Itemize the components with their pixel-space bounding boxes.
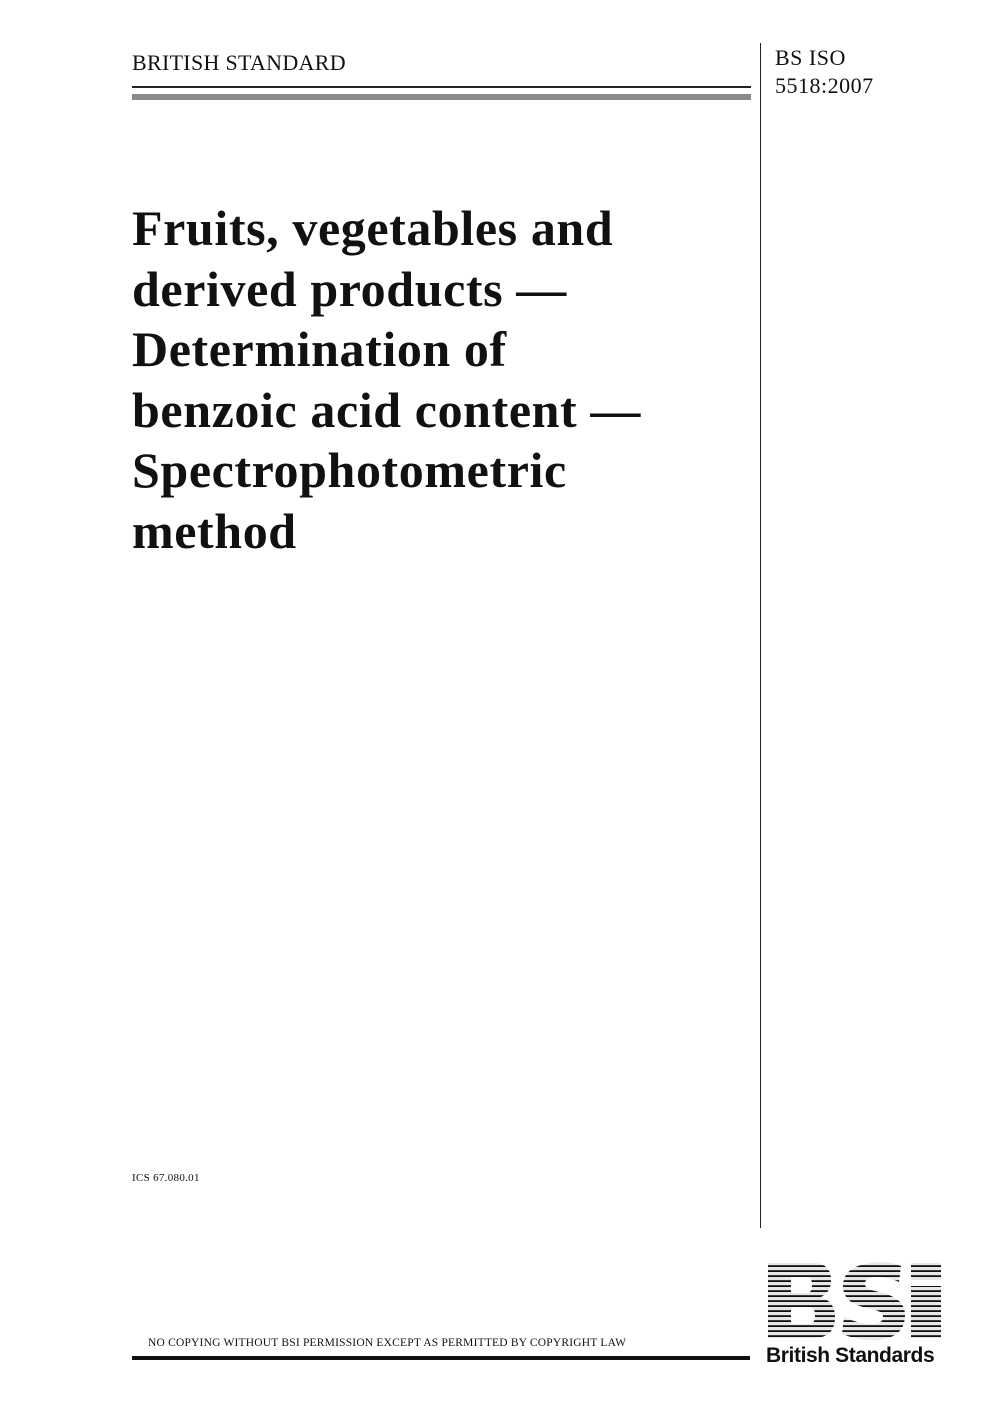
footer-rule	[132, 1356, 750, 1360]
title-line: method	[132, 502, 297, 559]
ics-code: ICS 67.080.01	[132, 1172, 200, 1184]
standard-number	[775, 44, 874, 100]
title-line: Fruits, vegetables and	[132, 200, 614, 256]
title-line: Determination of	[132, 321, 507, 377]
document-type-label: BRITISH STANDARD	[132, 50, 346, 75]
bsi-logo-caption: British Standards	[766, 1344, 935, 1367]
column-divider	[760, 43, 761, 1228]
header-rule-thin	[132, 86, 751, 88]
document-title	[132, 198, 757, 561]
title-line: derived products —	[132, 260, 567, 317]
standard-number-line1: BS ISO	[775, 45, 846, 70]
standard-number-line2: 5518:2007	[775, 73, 874, 98]
copyright-notice: NO COPYING WITHOUT BSI PERMISSION EXCEPT AS PERMITTED BY COPYRIGHT LAW	[148, 1337, 627, 1349]
title-line: Spectrophotometric	[132, 442, 567, 498]
title-line: benzoic acid content —	[132, 381, 641, 438]
header-rule-thick	[132, 94, 751, 100]
